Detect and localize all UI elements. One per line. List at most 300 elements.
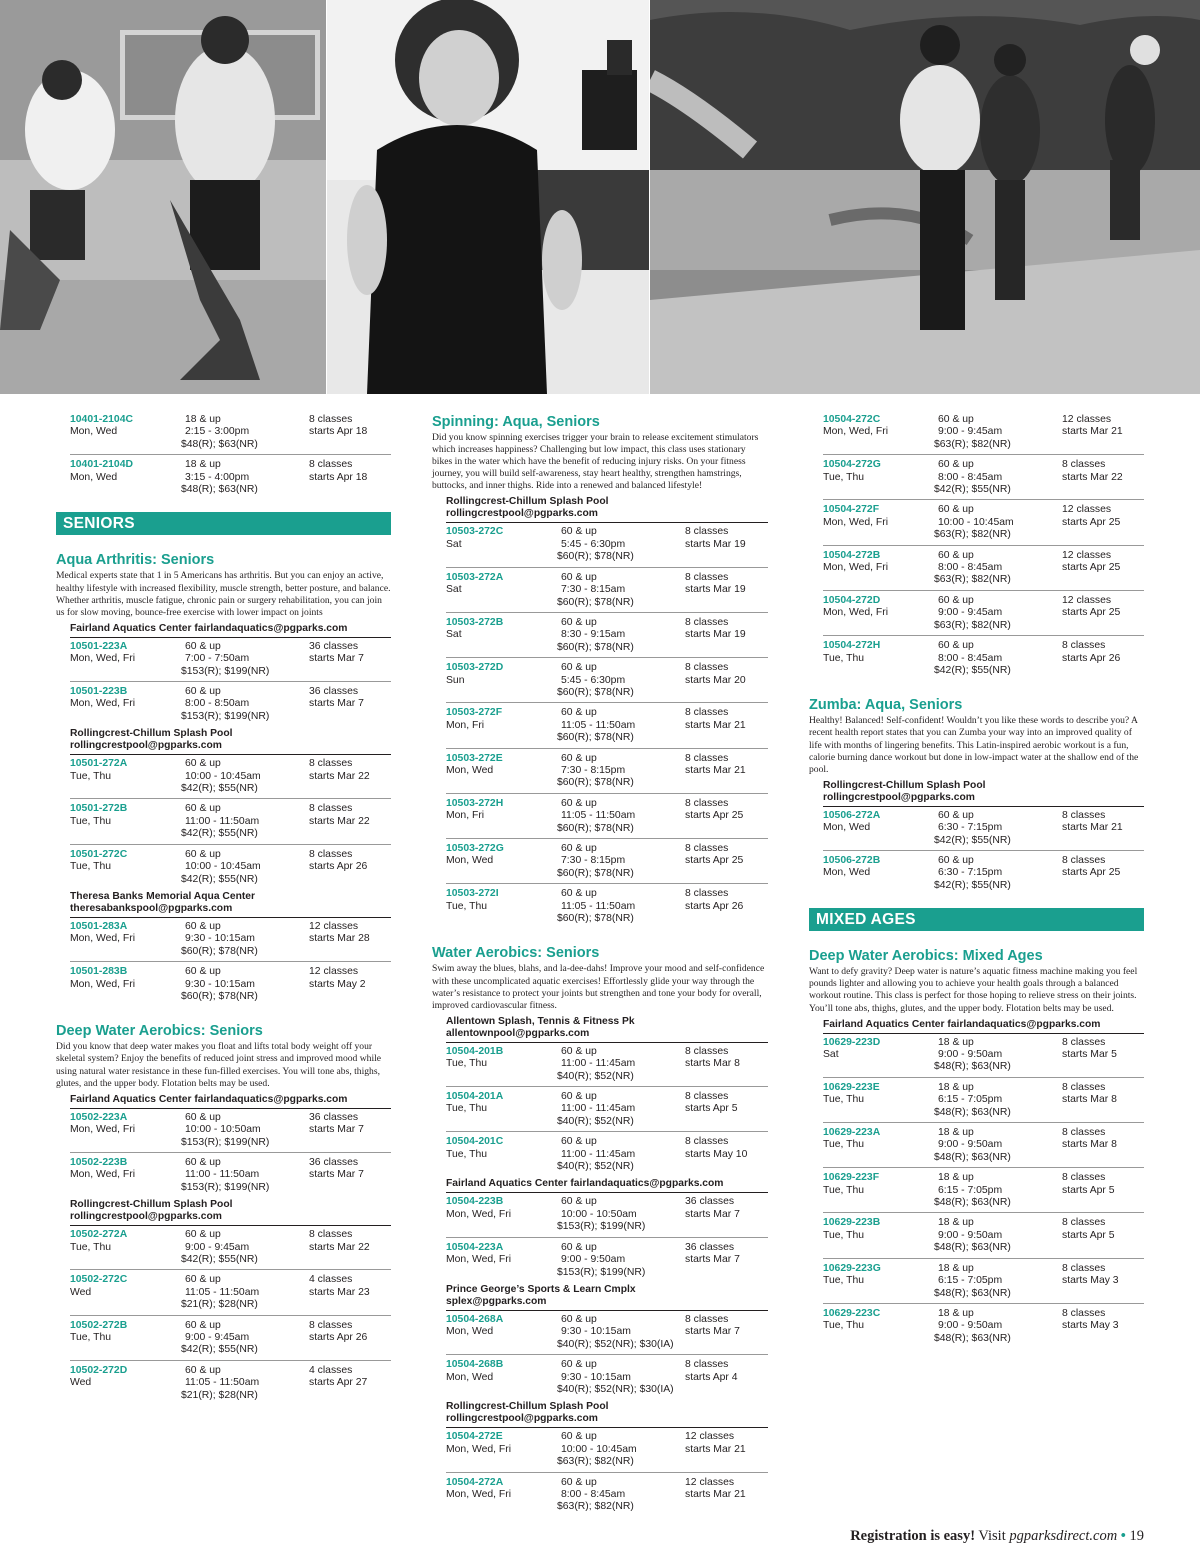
class-number[interactable]: 10504-272C [823, 414, 881, 425]
spin-bike-photo [0, 0, 326, 394]
class-fee: $60(R); $78(NR) [181, 945, 258, 957]
class-fee: $42(R); $55(NR) [181, 1344, 258, 1356]
class-listing [70, 961, 391, 1003]
age-range: 18 & up [185, 414, 221, 425]
class-number[interactable]: 10504-272A [446, 1476, 504, 1488]
class-fee: $60(R); $78(NR) [557, 822, 634, 834]
location-header [70, 891, 391, 918]
class-fee: $153(R); $199(NR) [181, 710, 270, 722]
class-listing-line-1 [823, 640, 1144, 652]
class-count: 8 classes [685, 1359, 729, 1371]
age-range: 60 & up [561, 752, 597, 764]
footer-lead: Registration is easy! [850, 1528, 976, 1544]
class-number[interactable]: 10506-272B [823, 855, 881, 866]
class-listing-line-1 [446, 1359, 768, 1371]
location-name: Fairland Aquatics Center fairlandaquatics@pgparks.com [70, 622, 348, 634]
class-listing [70, 921, 391, 958]
class-listing-line-1 [446, 662, 768, 674]
meeting-days: Mon, Wed, Fri [70, 978, 136, 990]
start-date: starts Mar 7 [685, 1208, 740, 1220]
start-date: starts Mar 21 [1062, 426, 1123, 438]
class-listing-line-1 [70, 641, 391, 653]
class-listing-line-2 [446, 1326, 768, 1338]
class-number[interactable]: 10629-223C [823, 1307, 881, 1319]
meeting-time: 11:05 - 11:50am [561, 810, 636, 822]
location-email[interactable]: rollingcrestpool@pgparks.com [823, 791, 975, 803]
class-fee: $60(R); $78(NR) [557, 867, 634, 879]
class-listing-line-2 [446, 584, 768, 596]
class-number[interactable]: 10504-223A [446, 1241, 504, 1253]
age-range: 60 & up [185, 1274, 221, 1286]
start-date: starts Mar 21 [685, 1443, 746, 1455]
class-number[interactable]: 10501-272B [70, 803, 128, 815]
class-fee: $60(R); $78(NR) [557, 777, 634, 789]
meeting-time: 11:00 - 11:45am [561, 1103, 636, 1115]
class-listing-line-1 [70, 966, 391, 978]
class-listing [446, 1314, 768, 1351]
program-title: Aqua Arthritis: Seniors [56, 552, 215, 569]
class-number[interactable]: 10501-283A [70, 920, 128, 932]
start-date: starts Mar 22 [309, 1241, 370, 1253]
class-listing-line-2 [70, 933, 391, 945]
class-fee: $63(R); $82(NR) [557, 1501, 634, 1513]
class-listing-line-1 [446, 1136, 768, 1148]
class-listing [823, 1037, 1144, 1074]
class-number[interactable]: 10501-223A [70, 640, 128, 652]
location-name: Rollingcrest-Chillum Splash Pool [446, 1401, 609, 1413]
class-fee: $63(R); $82(NR) [934, 529, 1011, 541]
class-count: 8 classes [685, 752, 729, 764]
age-range: 60 & up [938, 414, 974, 425]
class-fee: $63(R); $82(NR) [557, 1456, 634, 1468]
location-name: Prince George’s Sports & Learn Cmplx [446, 1283, 636, 1295]
class-listing-line-1 [446, 707, 768, 719]
class-count: 12 classes [1062, 594, 1112, 606]
meeting-time: 11:05 - 11:50am [185, 1377, 260, 1389]
class-listing-line-1 [446, 1431, 768, 1443]
class-number[interactable]: 10503-272I [446, 888, 499, 900]
class-listing-line-1 [823, 1082, 1144, 1094]
class-listing [446, 793, 768, 835]
class-fee: $48(R); $63(NR) [934, 1197, 1011, 1209]
start-date: starts Apr 25 [685, 855, 744, 867]
age-range: 18 & up [938, 1127, 974, 1139]
class-listing [446, 748, 768, 790]
meeting-days: Wed [70, 1377, 92, 1389]
class-listing-line-1 [446, 572, 768, 584]
location-name: Fairland Aquatics Center fairlandaquatics@pgparks.com [446, 1178, 724, 1190]
class-count: 4 classes [309, 1274, 353, 1286]
class-listing [70, 1229, 391, 1266]
class-listing [70, 844, 391, 886]
meeting-days: Mon, Wed [70, 426, 118, 438]
age-range: 60 & up [561, 616, 597, 628]
start-date: starts Mar 21 [685, 1488, 746, 1500]
location-email[interactable]: rollingcrestpool@pgparks.com [446, 508, 598, 520]
class-number[interactable]: 10503-272A [446, 571, 504, 583]
meeting-time: 9:30 - 10:15am [185, 978, 255, 990]
class-number[interactable]: 10504-272B [823, 549, 881, 561]
class-fee: $60(R); $78(NR) [557, 913, 634, 925]
start-date: starts Mar 8 [1062, 1139, 1117, 1151]
class-count: 8 classes [1062, 1217, 1106, 1229]
class-number[interactable]: 10502-272B [70, 1319, 128, 1331]
meeting-days: Mon, Wed, Fri [446, 1254, 512, 1266]
class-listing-line-2 [823, 1139, 1144, 1151]
class-number[interactable]: 10629-223G [823, 1262, 881, 1274]
start-date: starts Apr 25 [685, 810, 744, 822]
class-listing-line-2 [823, 1185, 1144, 1197]
age-range: 60 & up [938, 640, 974, 652]
meeting-time: 6:30 - 7:15pm [938, 867, 1003, 879]
class-count: 8 classes [1062, 1036, 1106, 1048]
start-date: starts Mar 19 [685, 629, 746, 641]
age-range: 60 & up [185, 1319, 221, 1331]
age-range: 60 & up [938, 504, 974, 516]
class-count: 8 classes [685, 616, 729, 628]
class-listing-line-1 [446, 526, 768, 538]
class-number[interactable]: 10502-223B [70, 1156, 128, 1168]
age-range: 60 & up [561, 1241, 597, 1253]
start-date: starts Apr 26 [685, 900, 744, 912]
class-fee: $48(R); $63(NR) [934, 1242, 1011, 1254]
class-number[interactable]: 10504-223B [446, 1196, 504, 1208]
class-listing-line-2 [70, 653, 391, 665]
class-listing-line-2 [823, 1094, 1144, 1106]
class-listing-line-2 [823, 562, 1144, 574]
class-listing-line-2 [823, 1049, 1144, 1061]
meeting-days: Mon, Wed, Fri [70, 933, 136, 945]
class-listing-line-1 [823, 1308, 1144, 1320]
class-number[interactable]: 10501-272C [70, 848, 128, 860]
class-fee: $42(R); $55(NR) [181, 828, 258, 840]
class-listing-line-1 [823, 550, 1144, 562]
class-fee: $40(R); $52(NR); $30(IA) [557, 1338, 674, 1350]
class-count: 36 classes [309, 1156, 359, 1168]
meeting-time: 10:00 - 10:50am [185, 1124, 261, 1136]
class-listing-line-1 [70, 803, 391, 815]
location-email[interactable]: splex@pgparks.com [446, 1295, 547, 1307]
class-fee: $21(R); $28(NR) [181, 1389, 258, 1401]
class-listing-line-1 [70, 459, 391, 471]
location-email[interactable]: rollingcrestpool@pgparks.com [446, 1413, 598, 1425]
class-count: 8 classes [685, 571, 729, 583]
meeting-time: 8:00 - 8:45am [938, 652, 1003, 664]
age-range: 60 & up [561, 1359, 597, 1371]
meeting-days: Tue, Thu [70, 815, 112, 827]
class-listing-line-2 [823, 1275, 1144, 1287]
class-count: 8 classes [1062, 1307, 1106, 1319]
meeting-days: Tue, Thu [70, 861, 112, 873]
class-count: 8 classes [1062, 809, 1106, 821]
class-number[interactable]: 10504-272G [823, 459, 881, 471]
class-count: 8 classes [685, 526, 729, 538]
location-header [823, 780, 1144, 807]
footer-visit: Visit [978, 1528, 1006, 1544]
class-number[interactable]: 10506-272A [823, 809, 881, 821]
start-date: starts May 10 [685, 1148, 748, 1160]
meeting-days: Mon, Wed, Fri [70, 698, 136, 710]
class-fee: $48(R); $63(NR) [934, 1106, 1011, 1118]
age-range: 60 & up [561, 526, 597, 538]
class-listing-line-2 [70, 816, 391, 828]
section-header: MIXED AGES [809, 908, 1144, 931]
class-fee: $48(R); $63(NR) [934, 1061, 1011, 1073]
program [432, 945, 768, 1513]
section-header: SENIORS [56, 512, 391, 535]
class-number[interactable]: 10503-272E [446, 752, 503, 764]
class-number[interactable]: 10504-201A [446, 1091, 504, 1103]
class-count: 8 classes [685, 707, 729, 719]
class-number[interactable]: 10401-2104D [70, 459, 133, 471]
meeting-time: 8:00 - 8:45am [938, 562, 1003, 574]
meeting-days: Tue, Thu [446, 1058, 488, 1070]
class-fee: $40(R); $52(NR) [557, 1161, 634, 1173]
class-number[interactable]: 10504-272D [823, 594, 881, 606]
meeting-days: Tue, Thu [823, 1094, 865, 1106]
class-listing-line-2 [70, 771, 391, 783]
class-listing-line-1 [446, 1196, 768, 1208]
class-listing-line-1 [823, 810, 1144, 822]
class-number[interactable]: 10503-272G [446, 843, 504, 854]
location-email[interactable]: rollingcrestpool@pgparks.com [70, 740, 222, 752]
meeting-time: 10:00 - 10:50am [561, 1208, 637, 1220]
meeting-time: 6:15 - 7:05pm [938, 1184, 1003, 1196]
class-listing-line-2 [446, 1372, 768, 1384]
meeting-time: 10:00 - 10:45am [561, 1443, 637, 1455]
class-number[interactable]: 10629-223D [823, 1036, 881, 1048]
age-range: 60 & up [561, 797, 597, 809]
class-listing-line-1 [823, 504, 1144, 516]
class-number[interactable]: 10504-268B [446, 1359, 504, 1371]
location-name: Fairland Aquatics Center fairlandaquatics@pgparks.com [823, 1018, 1101, 1030]
class-listing [446, 883, 768, 925]
start-date: starts Apr 18 [309, 471, 368, 483]
class-listing-line-1 [70, 414, 391, 426]
start-date: starts Mar 7 [685, 1254, 740, 1266]
class-listing [823, 810, 1144, 847]
class-count: 8 classes [1062, 1081, 1106, 1093]
meeting-days: Mon, Wed [823, 867, 871, 879]
class-listing [823, 545, 1144, 587]
location-email[interactable]: rollingcrestpool@pgparks.com [70, 1211, 222, 1223]
class-count: 8 classes [309, 758, 353, 770]
meeting-time: 9:00 - 9:50am [938, 1139, 1003, 1151]
class-listing [446, 567, 768, 609]
meeting-days: Tue, Thu [70, 770, 112, 782]
program-title: Zumba: Aqua, Seniors [809, 697, 963, 714]
class-listing-line-1 [823, 595, 1144, 607]
footer-bullet: • [1120, 1528, 1126, 1544]
program-description: Did you know spinning exercises trigger your brain to release excitement stimulators which increases happiness? Challenging but low impact, this class uses stationary bikes in the water which have the benefit of reducing injury risks. On your fitness journey, you will build self-awareness, stay heart healthy, strengthen hamstrings, buttocks, and inner thighs. Ride into a renewed and balanced lifestyle! [432, 432, 759, 492]
location-name: Theresa Banks Memorial Aqua Center [70, 890, 256, 902]
age-range: 60 & up [185, 1364, 221, 1376]
class-count: 8 classes [309, 414, 353, 425]
class-listing-line-2 [446, 720, 768, 732]
age-range: 60 & up [185, 966, 221, 978]
class-number[interactable]: 10502-272C [70, 1274, 128, 1286]
meeting-time: 9:30 - 10:15am [561, 1371, 631, 1383]
class-fee: $60(R); $78(NR) [557, 641, 634, 653]
class-number[interactable]: 10504-268A [446, 1313, 504, 1325]
start-date: starts Mar 7 [685, 1326, 740, 1338]
meeting-time: 9:00 - 9:45am [185, 1241, 250, 1253]
start-date: starts Mar 22 [309, 815, 370, 827]
start-date: starts Mar 22 [309, 770, 370, 782]
age-range: 60 & up [938, 549, 974, 561]
class-listing-line-1 [70, 849, 391, 861]
class-listing-line-1 [823, 1172, 1144, 1184]
class-number[interactable]: 10502-272D [70, 1364, 128, 1376]
class-fee: $153(R); $199(NR) [181, 665, 270, 677]
age-range: 60 & up [561, 1196, 597, 1208]
meeting-days: Mon, Wed [446, 855, 494, 867]
age-range: 18 & up [938, 1262, 974, 1274]
class-count: 36 classes [685, 1241, 735, 1253]
meeting-days: Mon, Wed, Fri [823, 426, 889, 438]
class-fee: $42(R); $55(NR) [181, 1253, 258, 1265]
class-number[interactable]: 10501-283B [70, 966, 128, 978]
class-listing-line-2 [446, 1444, 768, 1456]
class-number[interactable]: 10504-272F [823, 504, 880, 516]
age-range: 60 & up [561, 571, 597, 583]
class-number[interactable]: 10503-272F [446, 707, 503, 719]
meeting-time: 7:00 - 7:50am [185, 653, 250, 665]
class-count: 12 classes [685, 1431, 735, 1443]
location-name: Rollingcrest-Chillum Splash Pool [70, 728, 233, 740]
class-count: 8 classes [309, 803, 353, 815]
class-listing-line-2 [70, 1242, 391, 1254]
class-count: 8 classes [1062, 459, 1106, 471]
age-range: 60 & up [938, 855, 974, 866]
meeting-time: 9:00 - 9:45am [185, 1332, 250, 1343]
age-range: 60 & up [561, 1476, 597, 1488]
class-number[interactable]: 10503-272B [446, 616, 504, 628]
class-listing [823, 590, 1144, 632]
class-number[interactable]: 10503-272D [446, 662, 504, 674]
meeting-days: Tue, Thu [823, 1139, 865, 1151]
class-count: 8 classes [685, 1045, 729, 1057]
class-number[interactable]: 10503-272H [446, 797, 504, 809]
class-number[interactable]: 10501-272A [70, 758, 128, 770]
class-fee: $48(R); $63(NR) [181, 438, 258, 450]
start-date: starts Mar 8 [1062, 1094, 1117, 1106]
class-listing-line-2 [70, 426, 391, 438]
class-fee: $153(R); $199(NR) [557, 1266, 646, 1278]
class-listing-line-2 [446, 765, 768, 777]
class-count: 12 classes [1062, 504, 1112, 516]
class-number[interactable]: 10502-223A [70, 1111, 128, 1123]
class-listing-line-2 [823, 867, 1144, 879]
meeting-days: Tue, Thu [823, 652, 865, 664]
class-number[interactable]: 10629-223A [823, 1127, 881, 1139]
class-listing-line-1 [823, 459, 1144, 471]
location-header [446, 1401, 768, 1428]
location-email[interactable]: allentownpool@pgparks.com [446, 1027, 590, 1039]
class-listing [70, 641, 391, 678]
class-listing-line-2 [446, 901, 768, 913]
class-listing-line-1 [446, 1477, 768, 1489]
class-number[interactable]: 10401-2104C [70, 414, 133, 425]
class-fee: $42(R); $55(NR) [934, 484, 1011, 496]
program-title: Deep Water Aerobics: Seniors [56, 1023, 263, 1040]
class-number[interactable]: 10504-201C [446, 1136, 504, 1148]
class-count: 12 classes [1062, 549, 1112, 561]
meeting-days: Tue, Thu [823, 471, 865, 483]
class-number[interactable]: 10501-223B [70, 686, 128, 698]
footer [850, 1527, 1144, 1545]
class-listing-line-2 [70, 979, 391, 991]
class-listing [70, 1315, 391, 1357]
class-listing-line-2 [446, 810, 768, 822]
class-number[interactable]: 10502-272A [70, 1229, 128, 1241]
meeting-time: 9:00 - 9:45am [938, 607, 1003, 619]
location-name: Rollingcrest-Chillum Splash Pool [70, 1199, 233, 1211]
class-count: 8 classes [1062, 1127, 1106, 1139]
class-listing [446, 1472, 768, 1514]
class-fee: $60(R); $78(NR) [557, 686, 634, 698]
age-range: 60 & up [561, 1313, 597, 1325]
meeting-time: 8:00 - 8:45am [561, 1488, 626, 1500]
age-range: 18 & up [938, 1217, 974, 1229]
class-listing-line-1 [446, 888, 768, 900]
class-listing-line-1 [70, 1229, 391, 1241]
age-range: 60 & up [561, 1136, 597, 1148]
class-listing-line-2 [823, 1320, 1144, 1332]
class-number[interactable]: 10629-223B [823, 1217, 881, 1229]
age-range: 60 & up [185, 1156, 221, 1168]
class-number[interactable]: 10629-223F [823, 1172, 880, 1184]
meeting-time: 9:30 - 10:15am [185, 933, 255, 945]
class-count: 12 classes [685, 1476, 735, 1488]
program-title: Water Aerobics: Seniors [432, 945, 600, 962]
start-date: starts Apr 25 [1062, 516, 1121, 528]
class-count: 12 classes [309, 920, 359, 932]
class-listing-line-2 [446, 1149, 768, 1161]
location-name: Fairland Aquatics Center fairlandaquatics@pgparks.com [70, 1093, 348, 1105]
class-count: 8 classes [309, 848, 353, 860]
program-description: Swim away the blues, blahs, and la-dee-dahs! Improve your mood and self-confidence with these uncomplicated aquatic exercises! Effortlessly glide your way through the water’s resistance to protect your joints but strengthen and tone your body for overall, improved cardiovascular fitness. [432, 963, 765, 1011]
class-listing-line-1 [446, 753, 768, 765]
start-date: starts Apr 4 [685, 1371, 738, 1383]
age-range: 60 & up [938, 594, 974, 606]
class-listing [823, 414, 1144, 451]
location-email[interactable]: theresabankspool@pgparks.com [70, 902, 233, 914]
meeting-time: 11:05 - 11:50am [561, 900, 636, 912]
location-header [70, 728, 391, 755]
class-count: 8 classes [1062, 1262, 1106, 1274]
start-date: starts Apr 5 [1062, 1229, 1115, 1241]
class-number[interactable]: 10504-272H [823, 640, 881, 652]
meeting-time: 3:15 - 4:00pm [185, 471, 250, 483]
class-listing [446, 1196, 768, 1233]
class-listing-line-1 [446, 617, 768, 629]
meeting-days: Tue, Thu [70, 1332, 112, 1343]
class-number[interactable]: 10504-272E [446, 1431, 503, 1443]
class-listing [70, 798, 391, 840]
class-fee: $42(R); $55(NR) [934, 834, 1011, 846]
start-date: starts May 3 [1062, 1320, 1119, 1332]
class-number[interactable]: 10629-223E [823, 1081, 880, 1093]
class-count: 36 classes [685, 1196, 735, 1208]
location-header [70, 1199, 391, 1226]
class-number[interactable]: 10503-272C [446, 526, 504, 538]
class-fee: $42(R); $55(NR) [934, 664, 1011, 676]
meeting-days: Mon, Wed, Fri [70, 653, 136, 665]
footer-site-link[interactable]: pgparksdirect.com [1009, 1528, 1118, 1544]
class-listing-line-1 [70, 1112, 391, 1124]
class-number[interactable]: 10504-201B [446, 1045, 504, 1057]
